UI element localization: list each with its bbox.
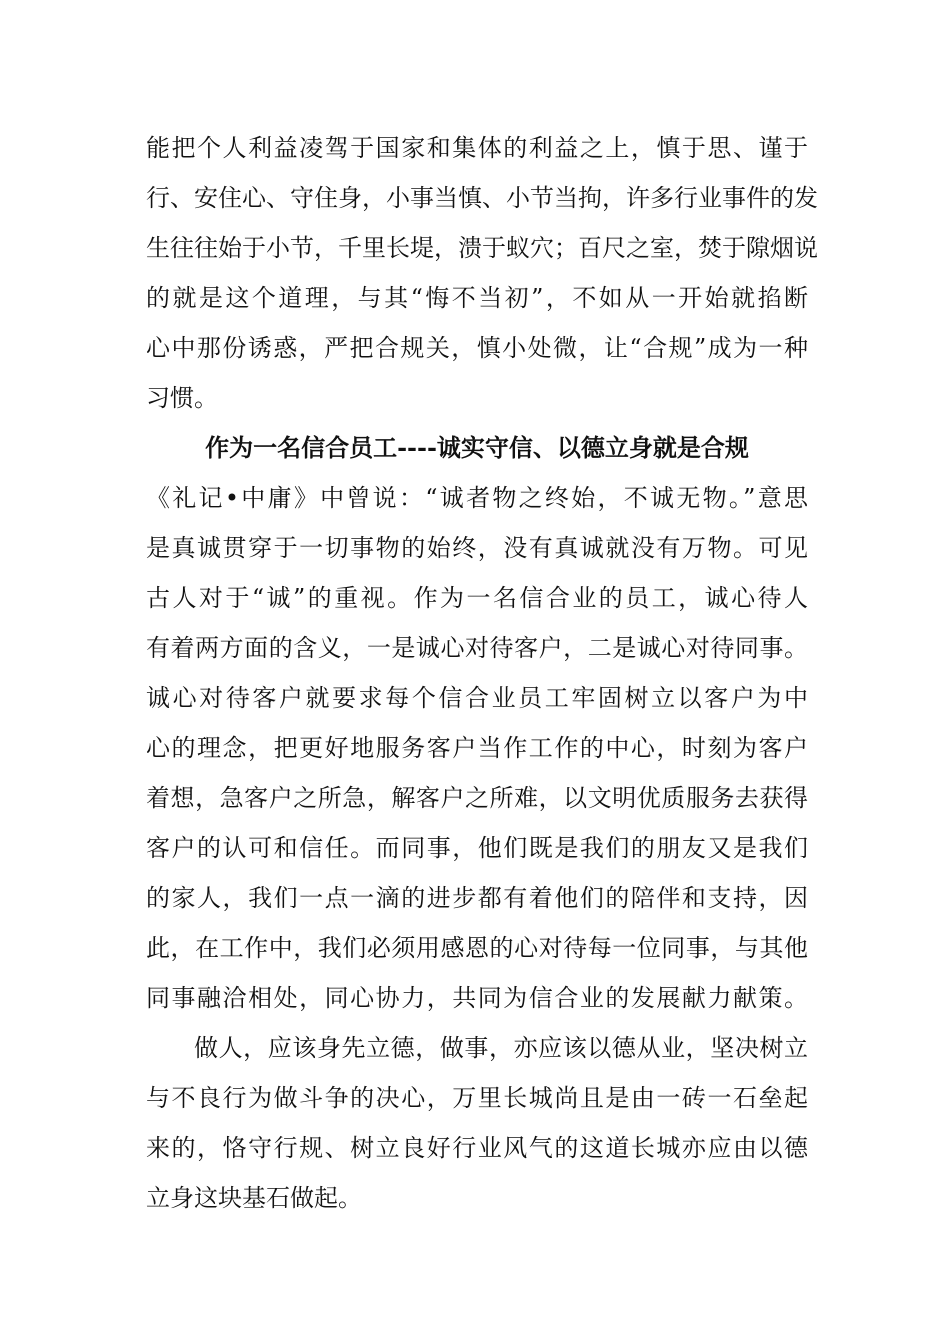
paragraph-3-line-4: 立身这块基石做起。 (146, 1184, 362, 1212)
paragraph-2-line-3: 古人对于“诚”的重视。作为一名信合业的员工，诚心待人 (146, 584, 808, 612)
paragraph-2-line-1: 《礼记•中庸》中曾说：“诚者物之终始，不诚无物。”意思 (146, 484, 808, 512)
paragraph-2-line-10: 此，在工作中，我们必须用感恩的心对待每一位同事，与其他 (146, 934, 808, 962)
paragraph-2-line-4: 有着两方面的含义，一是诚心对待客户，二是诚心对待同事。 (146, 634, 808, 662)
paragraph-1-line-4: 的就是这个道理，与其“悔不当初”，不如从一开始就掐断 (146, 284, 808, 312)
paragraph-2-line-5: 诚心对待客户就要求每个信合业员工牢固树立以客户为中 (146, 684, 808, 712)
paragraph-2-line-6: 心的理念，把更好地服务客户当作工作的中心，时刻为客户 (146, 734, 808, 762)
paragraph-1-line-3: 生往往始于小节，千里长堤，溃于蚁穴；百尺之室，焚于隙烟说 (146, 234, 818, 262)
paragraph-3-line-1: 做人，应该身先立德，做事，亦应该以德从业，坚决树立 (194, 1034, 808, 1062)
section-heading: 作为一名信合员工----诚实守信、以德立身就是合规 (205, 433, 749, 462)
paragraph-2-line-9: 的家人，我们一点一滴的进步都有着他们的陪伴和支持，因 (146, 884, 808, 912)
paragraph-1-line-5: 心中那份诱惑，严把合规关，慎小处微，让“合规”成为一种 (146, 334, 808, 362)
paragraph-3-line-2: 与不良行为做斗争的决心，万里长城尚且是由一砖一石垒起 (146, 1084, 808, 1112)
paragraph-3-line-3: 来的，恪守行规、树立良好行业风气的这道长城亦应由以德 (146, 1134, 808, 1162)
paragraph-2-line-2: 是真诚贯穿于一切事物的始终，没有真诚就没有万物。可见 (146, 534, 808, 562)
paragraph-1-line-1: 能把个人利益凌驾于国家和集体的利益之上，慎于思、谨于 (146, 134, 808, 162)
paragraph-1-line-6: 习惯。 (146, 384, 218, 412)
paragraph-2-line-7: 着想，急客户之所急，解客户之所难，以文明优质服务去获得 (146, 784, 808, 812)
paragraph-2-line-11: 同事融洽相处，同心协力，共同为信合业的发展献力献策。 (146, 984, 808, 1012)
paragraph-1-line-2: 行、安住心、守住身，小事当慎、小节当拘，许多行业事件的发 (146, 184, 818, 212)
paragraph-2-line-8: 客户的认可和信任。而同事，他们既是我们的朋友又是我们 (146, 834, 808, 862)
